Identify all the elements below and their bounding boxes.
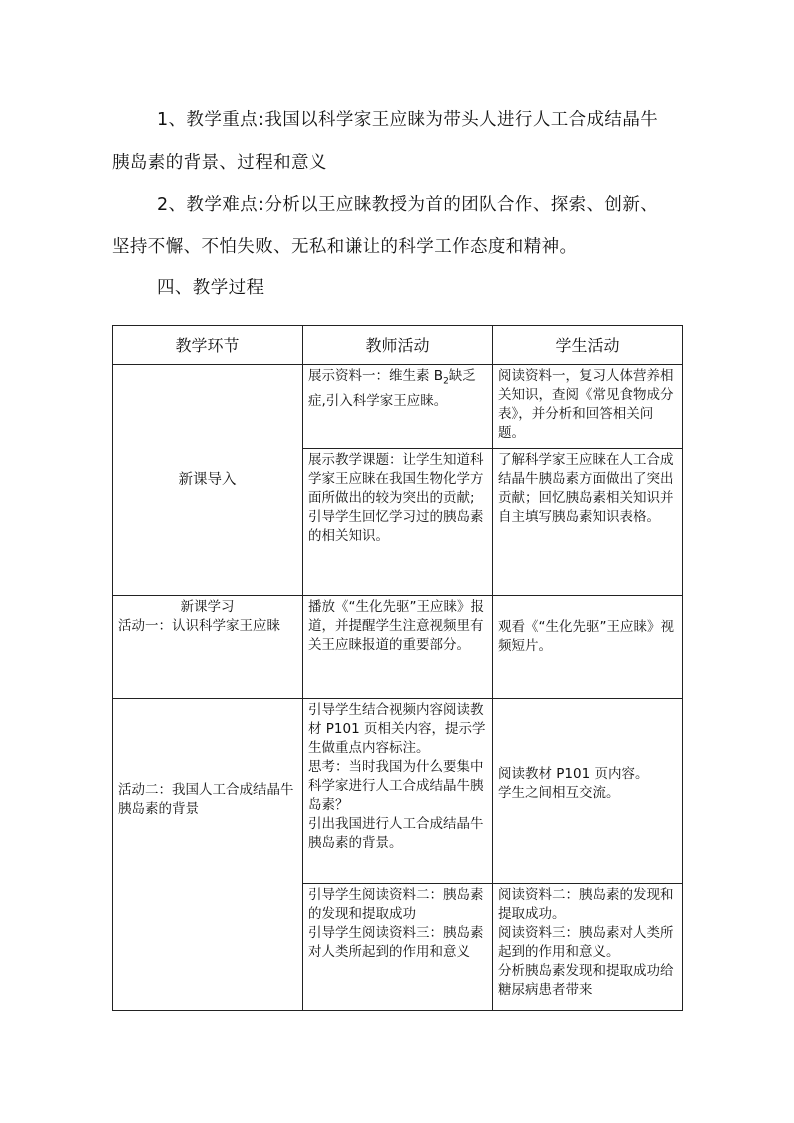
student-cell <box>493 699 683 884</box>
teacher-cell: 播放《“生化先驱”王应睐》报道，并提醒学生注意视频里有关王应睐报道的重要部分。 <box>303 596 493 699</box>
teacher-text: 思考：当时我国为什么要集中科学家进行人工合成结晶牛胰岛素？ <box>308 759 484 813</box>
student-cell <box>493 884 683 1011</box>
table-row <box>113 365 683 449</box>
paragraph-1-line-1: 1、教学重点:我国以科学家王应睐为带头人进行人工合成结晶牛 <box>157 110 659 130</box>
paragraph-2-line-1: 2、教学难点:分析以王应睐教授为首的团队合作、探索、创新、 <box>157 195 659 215</box>
teacher-cell <box>303 699 493 884</box>
student-cell: 了解科学家王应睐在人工合成结晶牛胰岛素方面做出了突出贡献；回忆胰岛素相关知识并自主填写胰岛素知识表格。 <box>493 449 683 596</box>
table-row <box>113 596 683 699</box>
header-teacher: 教师活动 <box>303 326 493 365</box>
text-span: 缺乏症,引入科学家王应睐。 <box>308 368 476 409</box>
stage-heading: 新课学习 <box>180 599 235 615</box>
paragraph-2-line-2: 坚持不懈、不怕失败、无私和谦让的科学工作态度和精神。 <box>112 237 578 257</box>
teacher-cell: 展示教学课题：让学生知道科学家王应睐在我国生物化学方面所做出的较为突出的贡献;引导学生回忆学习过的胰岛素的相关知识。 <box>303 449 493 596</box>
student-cell: 阅读资料一，复习人体营养相关知识，查阅《常见食物成分表》，并分析和回答相关问题。 <box>493 365 683 449</box>
teacher-text: 引导学生阅读资料三：胰岛素对人类所起到的作用和意义 <box>308 925 484 960</box>
table-header-row <box>113 326 683 365</box>
stage-subheading: 活动一：认识科学家王应睐 <box>118 618 280 634</box>
stage-activity-2 <box>113 699 303 1011</box>
paragraph-1-line-2: 胰岛素的背景、过程和意义 <box>112 153 327 173</box>
stage-label: 活动二：我国人工合成结晶牛胰岛素的背景 <box>118 782 294 817</box>
teaching-process-table <box>112 325 683 1011</box>
stage-activity-1 <box>113 596 303 699</box>
subscript: 2 <box>443 376 449 387</box>
teacher-cell <box>303 884 493 1011</box>
student-text: 学生之间相互交流。 <box>498 785 620 801</box>
stage-intro: 新课导入 <box>113 365 303 596</box>
text-span: 展示资料一：维生素 B <box>308 368 444 384</box>
section-title: 四、教学过程 <box>157 278 265 298</box>
student-text: 阅读资料三：胰岛素对人类所起到的作用和意义。 <box>498 925 674 960</box>
header-student: 学生活动 <box>493 326 683 365</box>
teacher-text: 引导学生阅读资料二：胰岛素的发现和提取成功 <box>308 887 484 922</box>
student-cell: 观看《“生化先驱”王应睐》视频短片。 <box>493 596 683 699</box>
header-stage: 教学环节 <box>113 326 303 365</box>
student-text: 阅读教材 P101 页内容。 <box>498 766 649 782</box>
student-text: 分析胰岛素发现和提取成功给糖尿病患者带来 <box>498 963 674 998</box>
table-row <box>113 699 683 884</box>
student-text: 阅读资料二：胰岛素的发现和提取成功。 <box>498 887 674 922</box>
teacher-text: 引导学生结合视频内容阅读教材 P101 页相关内容，提示学生做重点内容标注。 <box>308 702 486 756</box>
teacher-cell <box>303 365 493 449</box>
teacher-text: 引出我国进行人工合成结晶牛胰岛素的背景。 <box>308 816 484 851</box>
